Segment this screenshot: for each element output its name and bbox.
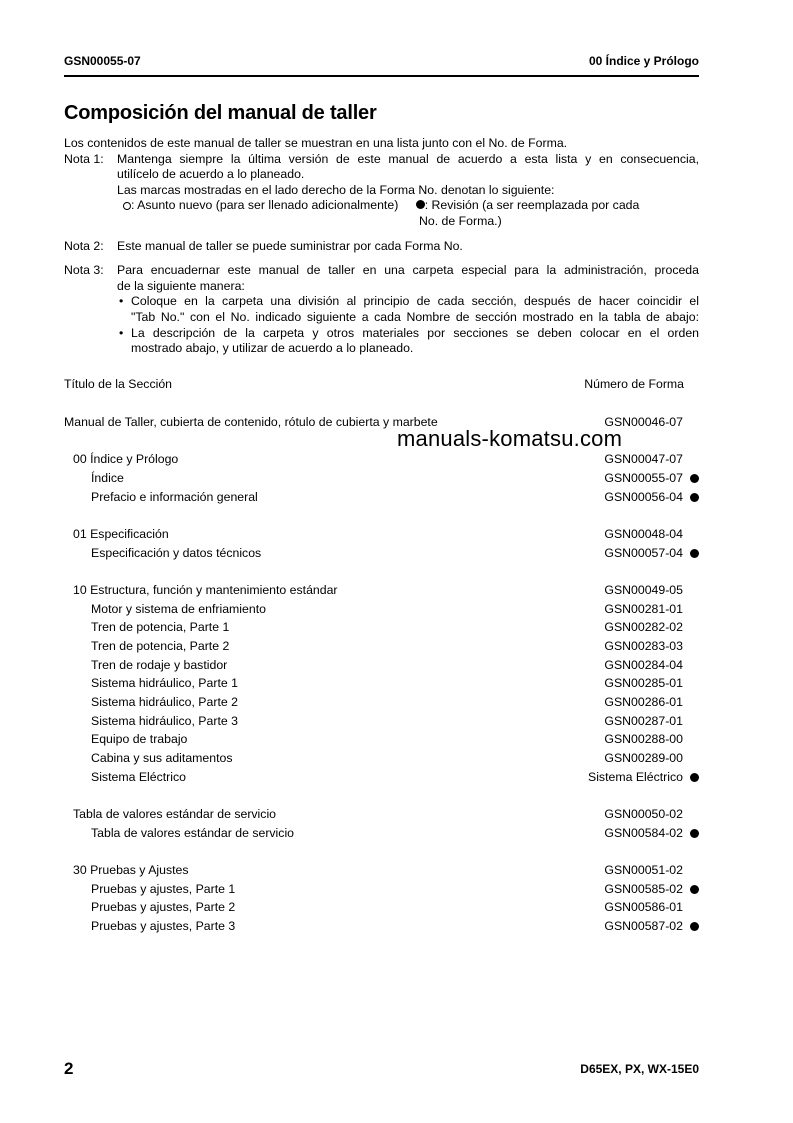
table-row: Sistema hidráulico, Parte 1 GSN00285-01 <box>91 676 683 690</box>
note-2-text: Este manual de taller se puede suministrar por cada Forma No. <box>117 238 463 253</box>
intro-and-notes <box>64 136 699 357</box>
note-1-line: Mantenga siempre la última versión de este manual de acuerdo a esta lista y en consecuencia, <box>117 151 699 166</box>
note-2-label: Nota 2: <box>64 238 104 253</box>
revision-dot-icon <box>690 474 699 483</box>
table-row: 00 Índice y Prólogo GSN00047-07 <box>73 452 683 466</box>
mark-new-text: : Asunto nuevo (para ser llenado adicionalmente) <box>131 198 399 213</box>
intro-text: Los contenidos de este manual de taller se muestran en una lista junto con el No. de Forma. <box>64 136 568 150</box>
bullet-item: • La descripción de la carpeta y otros materiales por secciones se deben colocar en el orden mostrado abajo, y utilizar de acuerdo a lo planeado. <box>119 325 699 356</box>
model-designation: D65EX, PX, WX-15E0 <box>580 1062 699 1076</box>
doc-code: GSN00055-07 <box>64 54 141 68</box>
table-row: Pruebas y ajustes, Parte 1 GSN00585-02 <box>64 881 699 897</box>
marks-legend <box>117 198 699 214</box>
revision-dot-icon <box>690 493 699 502</box>
bullet-icon: • <box>119 325 124 340</box>
watermark: manuals-komatsu.com <box>397 426 623 451</box>
table-row: Índice GSN00055-07 <box>64 470 699 486</box>
note-3-label: Nota 3: <box>64 263 104 278</box>
header-section: 00 Índice y Prólogo <box>588 54 699 68</box>
table-row: Especificación y datos técnicos GSN00057-04 <box>64 545 699 561</box>
mark-rev-cont: No. de Forma.) <box>419 213 502 228</box>
bullet-item: • Coloque en la carpeta una división al principio de cada sección, después de hacer coincidir el "Tab No." con el No. indicado siguiente a cada Nombre de sección mostrado en la tabla de abajo: <box>119 294 699 324</box>
note-3-line: Para encuadernar este manual de taller en una carpeta especial para la administración, proceda <box>117 263 699 278</box>
note-1-line: Las marcas mostradas en el lado derecho de la Forma No. denotan lo siguiente: <box>117 182 555 197</box>
table-row: 01 Especificación GSN00048-04 <box>73 527 683 541</box>
revision-dot-icon <box>690 885 699 894</box>
note-3 <box>64 263 699 357</box>
note-1 <box>64 152 699 230</box>
col-form-number: Número de Forma <box>584 377 684 391</box>
table-row: Sistema hidráulico, Parte 2 GSN00286-01 <box>91 695 683 709</box>
new-item-circle-icon <box>123 202 131 210</box>
table-row: Tabla de valores estándar de servicio GSN00584-02 <box>64 825 699 841</box>
page-header <box>64 54 699 68</box>
page-number: 2 <box>64 1059 74 1078</box>
page-title: Composición del manual de taller <box>64 102 377 124</box>
table-row: Motor y sistema de enfriamiento GSN00281-01 <box>91 602 683 616</box>
table-row: Equipo de trabajo GSN00288-00 <box>91 732 683 746</box>
note-2 <box>64 239 699 255</box>
note-3-line: de la siguiente manera: <box>117 278 245 293</box>
table-row: Tabla de valores estándar de servicio GSN00050-02 <box>73 807 683 821</box>
table-row: Prefacio e información general GSN00056-04 <box>64 489 699 505</box>
revision-dot-icon <box>690 549 699 558</box>
bullet-icon: • <box>119 294 124 309</box>
table-row: Sistema hidráulico, Parte 3 GSN00287-01 <box>91 714 683 728</box>
table-header <box>64 377 684 391</box>
revision-dot-icon <box>690 922 699 931</box>
table-row: Pruebas y ajustes, Parte 2 GSN00586-01 <box>91 900 683 914</box>
table-row: Sistema Eléctrico Sistema Eléctrico <box>64 769 699 785</box>
note-1-line: utilícelo de acuerdo a lo planeado. <box>117 167 305 182</box>
table-row: Tren de potencia, Parte 1 GSN00282-02 <box>91 620 683 634</box>
note-1-label: Nota 1: <box>64 151 104 166</box>
table-row: 30 Pruebas y Ajustes GSN00051-02 <box>73 863 683 877</box>
revision-dot-icon <box>690 829 699 838</box>
revision-dot-icon <box>690 773 699 782</box>
table-row: Pruebas y ajustes, Parte 3 GSN00587-02 <box>64 918 699 934</box>
table-row: Cabina y sus aditamentos GSN00289-00 <box>91 751 683 765</box>
table-row: Manual de Taller, cubierta de contenido, rótulo de cubierta y marbete GSN00046-07 <box>64 415 683 429</box>
table-row: Tren de potencia, Parte 2 GSN00283-03 <box>91 639 683 653</box>
table-row: Tren de rodaje y bastidor GSN00284-04 <box>91 658 683 672</box>
mark-rev-text: : Revisión (a ser reemplazada por cada <box>424 198 640 213</box>
table-row: 10 Estructura, función y mantenimiento estándar GSN00049-05 <box>73 583 683 597</box>
col-section-title: Título de la Sección <box>64 377 173 391</box>
revision-dot-icon <box>416 200 425 209</box>
header-rule <box>64 75 699 77</box>
